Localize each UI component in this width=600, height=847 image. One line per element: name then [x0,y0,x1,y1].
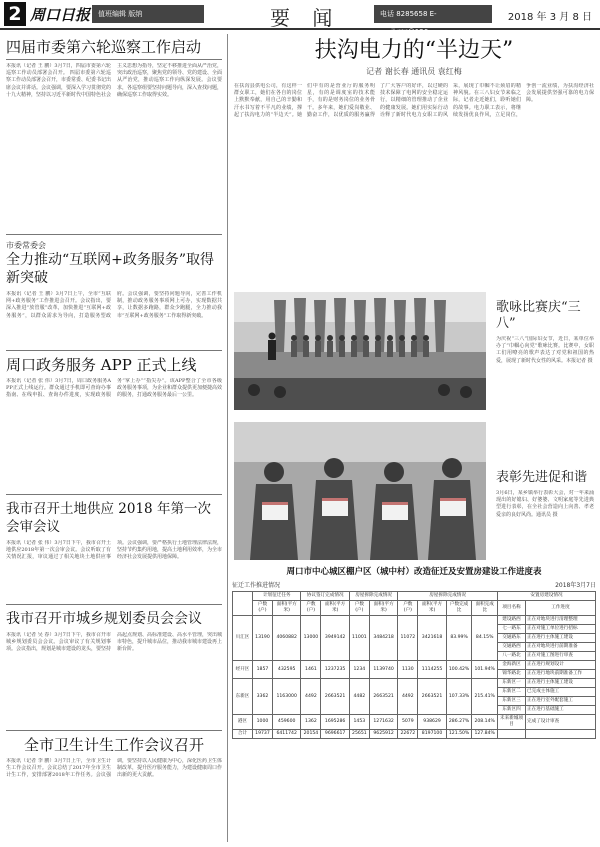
value-cell: 1695286 [321,715,350,730]
value-cell: 6411742 [272,730,301,739]
column-header: 面积完成比 [472,601,498,616]
value-cell: 20154 [301,730,321,739]
section-rule [6,494,222,495]
section-rule [6,604,222,605]
table-row [233,661,596,670]
newspaper-logo: 周口日报 [30,6,91,24]
article-body: 本报讯（记者 王 鹏）3月7日上午，全市“互联网+政务服务”工作推进会召开。会议指出，要深入推进“放管服”改革，加快推进“互联网+政务服务”，以群众需求为导向，打造服务型政府。会议强调，要坚持问题导向，完善工作机制，推动政务服务事项网上可办，实现数据共享，让数据多跑路，群众少跑腿，全力推动我市“互联网+政务服务”工作取得新突破。 [6,291,222,319]
project-name-cell: 东新区一 [498,679,526,688]
article-text: 四届市委第六轮巡察工作动员部署会召开，市委常委、纪委书记出席会议并讲话。会议强调，要深入学习贯彻党的十九大精神，坚持以习近平新时代中国特色社会主义思想为指导，坚定不移推进全面从严治党，突出政治巡察，聚焦党的领导、党的建设、全面从严治党，推动巡察工作向纵深发展。会议要求，各巡察组要坚持问题导向，深入查找问题，确保巡察工作取得实效。 [6,63,222,98]
project-progress-cell: 已完成主体施工 [526,688,596,697]
value-cell: 1130 [398,661,418,679]
column-header: 项目名称 [498,601,526,616]
project-name-cell: 金海新区 [498,661,526,670]
value-cell: 1453 [349,715,369,730]
editor-box: 值班编辑 版纳 [92,5,204,23]
article-headline: 我市召开土地供应 2018 年第一次会审会议 [6,501,211,535]
group-header: 房屋拆除完成情况 [398,592,498,601]
value-cell: 25651 [349,730,369,739]
value-cell: 1139740 [369,661,398,679]
column-divider [227,34,228,842]
article-main-feature [234,38,594,259]
project-name-cell [498,730,526,739]
article-headline: 我市召开市城乡规划委员会会议 [6,611,202,627]
value-cell: 4482 [349,679,369,715]
contact-box: 电话 8285658 E-mail:***@126.com [374,5,492,23]
column-header: 户数完成比 [446,601,472,616]
value-cell: 1234 [349,661,369,679]
value-cell: 1163000 [272,679,301,715]
article-headline: 四届市委第六轮巡察工作启动 [6,38,202,56]
project-name-cell: 东新区二 [498,688,526,697]
article-gov-app [6,356,222,478]
progress-table-section [232,566,596,739]
table-row [233,730,596,739]
value-cell: 1271632 [369,715,398,730]
page-number: 2 [4,2,26,26]
project-progress-cell: 正在进行地块前期准备工作 [526,670,596,679]
project-name-cell: 锦华路北 [498,670,526,679]
district-cell: 合计 [233,730,253,739]
value-cell: 938629 [418,715,447,730]
article-health [6,736,222,842]
group-header: 计划征迁任务 [253,592,301,601]
caption-headline: 歌咏比赛庆“三八” [496,300,581,331]
project-progress-cell: 正在进行主体施工建设 [526,634,596,643]
value-cell: 4060882 [272,616,301,661]
project-progress-cell: 正在进行主体施工建设 [526,679,596,688]
value-cell: 13190 [253,616,273,661]
table-subtitle: 征迁工作推进情况 [232,582,281,589]
main-body: 在扶沟县供电公司，有这样一群女职工，她们在各自的岗位上默默奉献，用自己的辛勤和汗水书写着不平凡的业绩，撑起了扶沟电力的“半边天”。她们中有的是营业厅的服务明星，有的是调度室的技术能手，有的是财务岗位的业务骨干。多年来，她们爱岗敬业、勤奋工作，以优质的服务赢得了广大客户的好评，以过硬的技术保障了电网的安全稳定运行，以精细的管理推动了企业的健康发展。她们用实际行动诠释了新时代电力女职工的风采，展现了巾帼不让须眉的精神风貌。在三八妇女节来临之际，记者走近她们，聆听她们的故事。电力职工表示，将继续发扬优良作风，立足岗位，争创一流业绩，为扶沟经济社会发展提供坚强可靠的电力保障。 [234,83,594,118]
group-header: 协议签订完成情况 [301,592,349,601]
value-cell: 11001 [349,616,369,661]
article-inspection [6,38,222,223]
section-rule [6,730,222,731]
article-body: 本报讯（记者 张 伟）3月7日，周口政务服务APP正式上线运行。群众通过手机即可查询办事指南、在线申报、查询办件进度，实现政务服务“掌上办”“指尖办”。该APP整合了全市各级政务服务事项，为企业和群众提供更加便捷高效的服务，打通政务服务最后一公里。 [6,378,222,399]
main-headline: 扶沟电力的“半边天” [314,38,514,63]
value-cell: 100.42% [446,661,472,679]
article-land-supply [6,500,222,624]
award-photo [234,422,486,560]
project-progress-cell: 正在对施工图进行审查 [526,652,596,661]
value-cell: 3949142 [321,616,350,661]
article-body: 本报讯（记者 吴 春）3月7日下午，我市召开市城乡规划委员会会议。会议审议了有关规划事项。会议指出，规划是城市建设的龙头，要坚持高起点规划、高标准建设、高水平管理，突出城市特色，提升城市品位，推动我市城市建设再上新台阶。 [6,632,222,653]
project-name-cell: 未来新城项目 [498,715,526,730]
value-cell: 1237235 [321,661,350,679]
value-cell: 2663521 [369,679,398,715]
value-cell: 127.84% [472,730,498,739]
caption-text: 为庆祝“三八”国际妇女节，近日，某单位举办了“巾帼心向党”歌咏比赛。比赛中，女职工们用嘹亮的歌声表达了对党和祖国的热爱，展现了新时代女性的风采。本报记者 摄 [496,336,594,364]
article-planning [6,610,222,730]
article-body [6,63,222,223]
article-kicker: 市委常委会 [6,241,46,250]
page-header [0,0,600,36]
value-cell: 1857 [253,661,273,679]
value-cell: 84.15% [472,616,498,661]
article-headline: 全力推动“互联网+政务服务”取得新突破 [6,252,215,286]
column-header: 户数(户) [301,601,321,616]
project-progress-cell: 正在进行室外配套施工 [526,697,596,706]
project-progress-cell: 正在进行基础施工 [526,706,596,715]
project-name-cell: 交通路东 [498,634,526,643]
value-cell: 9696617 [321,730,350,739]
value-cell: 4492 [301,679,321,715]
value-cell: 83.99% [446,616,472,661]
award-photo-illustration [234,422,486,560]
value-cell: 8197100 [418,730,447,739]
headline-rule [6,59,222,60]
article-headline: 周口政务服务 APP 正式上线 [6,356,197,374]
value-cell: 9625912 [369,730,398,739]
district-cell: 港区 [233,715,253,730]
column-header: 户数(户) [349,601,369,616]
project-progress-cell: 正在对施工单位进行招标 [526,625,596,634]
value-cell: 208.14% [472,715,498,730]
district-cell: 东新区 [233,679,253,715]
value-cell: 19737 [253,730,273,739]
district-cell: 川汇区 [233,616,253,661]
project-name-cell: 东新区三 [498,697,526,706]
choir-photo-illustration [234,292,486,410]
caption-text: 3月6日，某乡镇举行表彰大会，对一年来涌现出的好媳妇、好婆婆、文明家庭等先进典型进行表彰，在全社会营造向上向善、孝老爱亲的良好风尚。通讯员 摄 [496,490,594,518]
project-progress-cell: 正在对地块进行前期准备 [526,643,596,652]
article-headline: 全市卫生计生工作会议召开 [23,736,204,754]
column-header: 面积(平方米) [272,601,301,616]
table-date: 2018年3月7日 [555,582,596,589]
table-row [233,715,596,730]
choir-photo [234,292,486,410]
section-rule [6,234,222,235]
article-body: 本报讯（记者 张 伟）3月7日下午，我市召开土地供应2018年第一次会审会议。会议听取了有关情况汇报，审议通过了相关地块土地供应事项。会议强调，要严格执行土地管理法律法规，坚持节约集约用地，提高土地利用效率，为全市经济社会发展提供用地保障。 [6,540,222,561]
value-cell: 2663521 [321,679,350,715]
value-cell: 215.41% [472,679,498,715]
value-cell: 3484218 [369,616,398,661]
column-header: 工作进度 [526,601,596,616]
article-internet-services [6,240,222,375]
value-cell: 3362 [253,679,273,715]
value-cell: 286.27% [446,715,472,730]
table-body [233,616,596,739]
project-name-cell: 建设路西 [498,616,526,625]
value-cell: 107.33% [446,679,472,715]
value-cell: 5079 [398,715,418,730]
article-body: 本报讯（记者 李 鹏）3月7日上午，全市卫生计生工作会议召开。会议总结了2017年全市卫生计生工作，安排部署2018年工作任务。会议强调，要坚持以人民健康为中心，深化医药卫生体制改革，提升医疗服务能力，为建设健康周口作出新的更大贡献。 [6,758,222,779]
project-progress-cell [526,730,596,739]
main-byline: 记者 谢长春 通讯员 袁红梅 [366,67,462,76]
value-cell: 4492 [398,679,418,715]
district-cell: 经开区 [233,661,253,679]
issue-date: 2018 年 3 月 8 日 [507,12,592,23]
value-cell: 432595 [272,661,301,679]
award-caption [496,470,594,550]
project-name-cell: 东新区四 [498,706,526,715]
column-header: 户数(户) [253,601,273,616]
progress-table [232,591,596,739]
table-row [233,616,596,625]
value-cell: 1461 [301,661,321,679]
article-lead: 本报讯（记者 王 鹏）3月7日，四届市委第六轮巡察工作动员部署会召开。 [6,63,111,77]
value-cell: 1362 [301,715,321,730]
project-name-cell: 七一路东 [498,625,526,634]
column-header: 面积(平方米) [369,601,398,616]
table-row [233,679,596,688]
project-progress-cell: 完成了设计审查 [526,715,596,730]
value-cell: 22672 [398,730,418,739]
project-progress-cell: 正在进行规划设计 [526,661,596,670]
project-name-cell: 八一路北 [498,652,526,661]
value-cell: 13000 [301,616,321,661]
section-title: 要 闻 [270,6,341,30]
value-cell: 1114255 [418,661,447,679]
group-header: 房屋拆除完成情况 [349,592,397,601]
table-title: 周口市中心城区棚户区（城中村）改造征迁及安置房建设工作进度表 [286,567,542,577]
caption-headline: 表彰先进促和谐 [496,470,588,485]
section-rule [6,350,222,351]
value-cell: 2663521 [418,679,447,715]
value-cell: 11072 [398,616,418,661]
value-cell: 121.50% [446,730,472,739]
project-progress-cell: 正在对地块进行清理整理 [526,616,596,625]
value-cell: 459600 [272,715,301,730]
value-cell: 3421618 [418,616,447,661]
value-cell: 1000 [253,715,273,730]
column-header: 面积(平方米) [418,601,447,616]
value-cell: 101.94% [472,661,498,679]
column-header: 户数(户) [398,601,418,616]
column-header: 面积(平方米) [321,601,350,616]
project-name-cell: 交通路西 [498,643,526,652]
group-header: 安置房建设情况 [498,592,596,601]
choir-caption [496,300,594,406]
